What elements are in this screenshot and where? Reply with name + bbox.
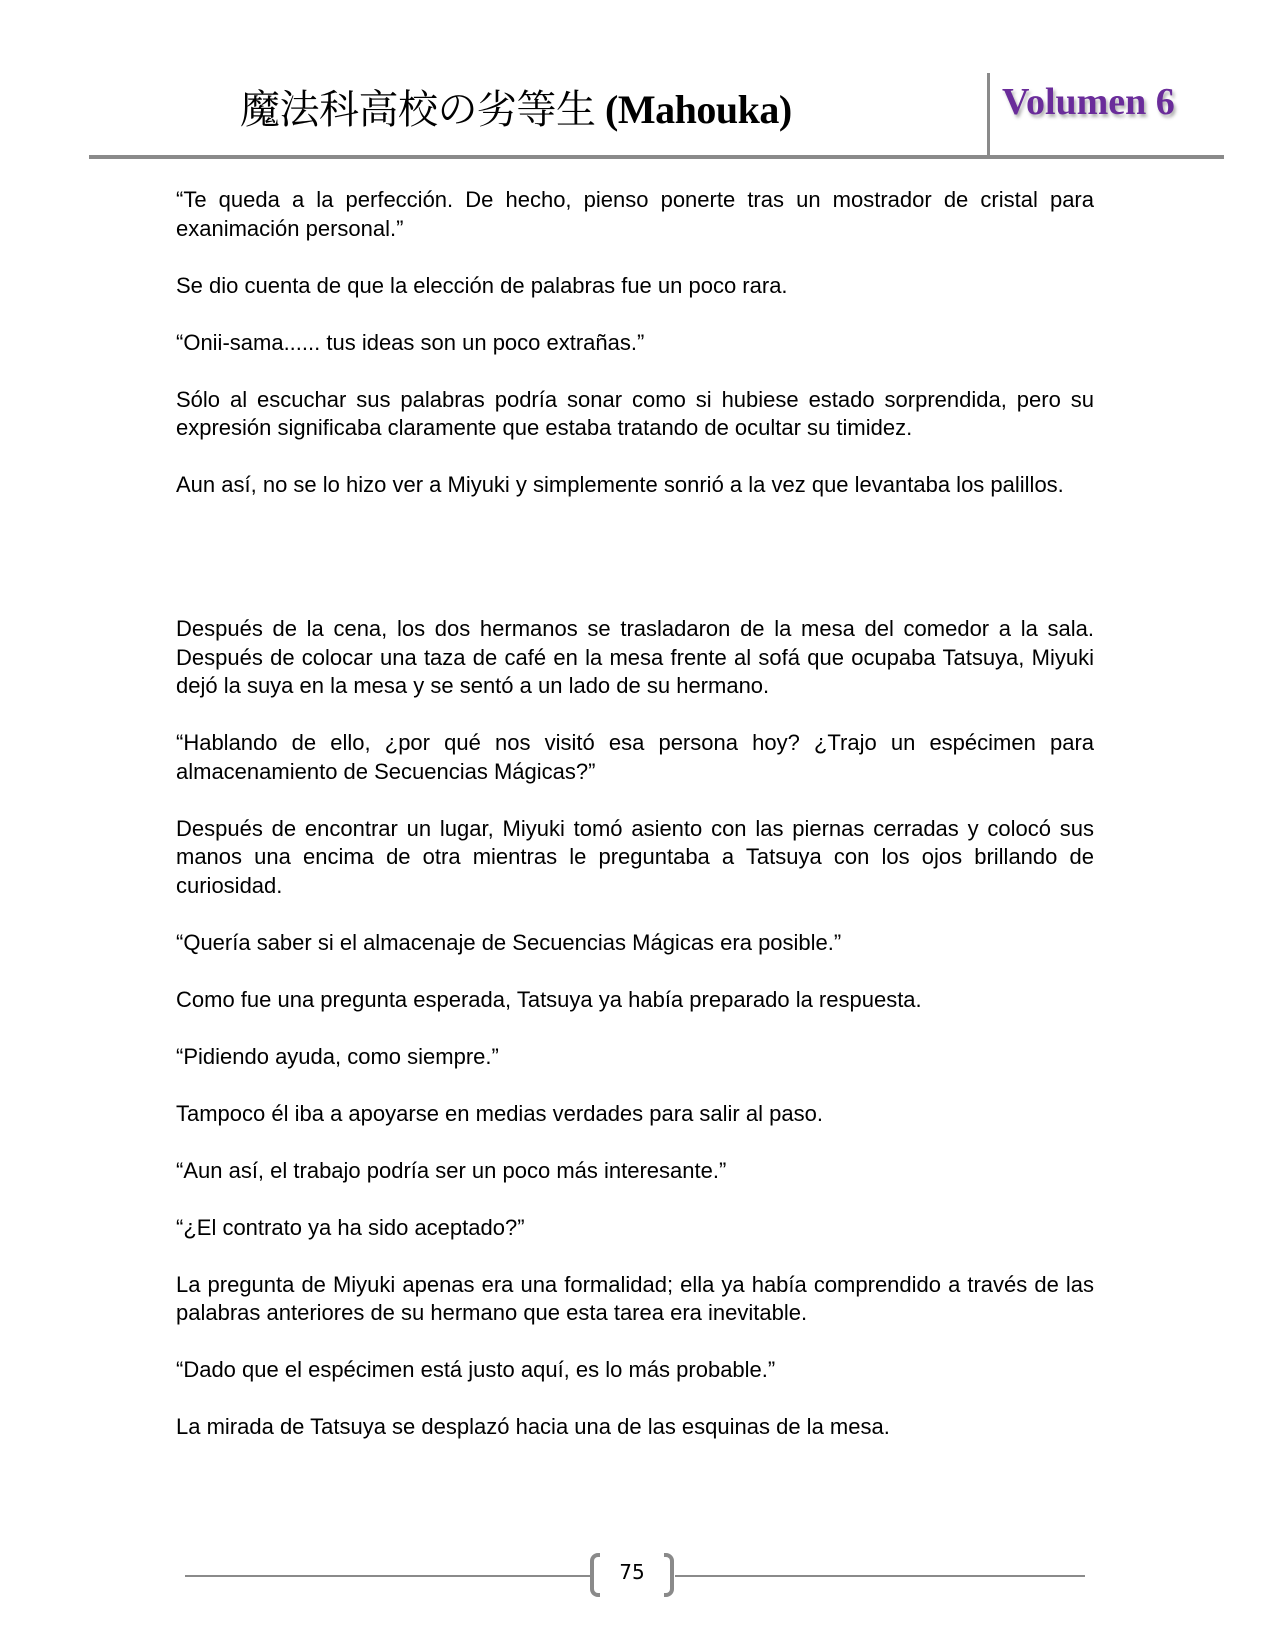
paragraph: La pregunta de Miyuki apenas era una formalidad; ella ya había comprendido a través de las palabras anteriores de su hermano que esta tarea era inevitable. [176,1271,1094,1325]
paragraph: “Pidiendo ayuda, como siempre.” [176,1043,499,1069]
paragraph: “Quería saber si el almacenaje de Secuencias Mágicas era posible.” [176,929,842,955]
section-break [176,528,1094,615]
paragraph: “Te queda a la perfección. De hecho, pienso ponerte tras un mostrador de cristal para exanimación personal.” [176,187,1094,241]
header-divider [987,73,990,158]
section-1 [176,186,1094,500]
paragraph: Tampoco él iba a apoyarse en medias verdades para salir al paso. [176,1100,823,1126]
paragraph: Sólo al escuchar sus palabras podría sonar como si hubiese estado sorprendida, pero su expresión significaba claramente que estaba tratando de ocultar su timidez. [176,386,1094,440]
paragraph: “¿El contrato ya ha sido aceptado?” [176,1214,525,1240]
left-bracket-icon [590,1553,600,1597]
paragraph: Se dio cuenta de que la elección de palabras fue un poco rara. [176,272,788,298]
paragraph: Después de encontrar un lugar, Miyuki tomó asiento con las piernas cerradas y colocó sus manos una encima de otra mientras le preguntaba a Tatsuya con los ojos brillando de curiosidad. [176,815,1094,898]
section-2 [176,615,1094,1442]
footer-rule-left [185,1575,590,1577]
paragraph: La mirada de Tatsuya se desplazó hacia una de las esquinas de la mesa. [176,1414,890,1439]
page-number: 75 [619,1560,645,1584]
paragraph: Como fue una pregunta esperada, Tatsuya ya había preparado la respuesta. [176,986,922,1012]
paragraph: Aun así, no se lo hizo ver a Miyuki y simplemente sonrió a la vez que levantaba los palillos. [176,472,1064,497]
footer-rule-right [675,1575,1085,1577]
paragraph: “Aun así, el trabajo podría ser un poco más interesante.” [176,1157,727,1183]
volume-label: Volumen 6 [1002,81,1175,123]
paragraph: “Dado que el espécimen está justo aquí, es lo más probable.” [176,1357,776,1382]
body-text [176,186,1094,1470]
page-header-title [240,78,840,135]
paragraph: “Hablando de ello, ¿por qué nos visitó esa persona hoy? ¿Trajo un espécimen para almacenamiento de Secuencias Mágicas?” [176,730,1094,784]
right-bracket-icon [664,1553,674,1597]
header-rule [89,155,1224,159]
title-latin: (Mahouka) [605,87,792,132]
paragraph: Después de la cena, los dos hermanos se trasladaron de la mesa del comedor a la sala. Después de colocar una taza de café en la mesa frente al sofá que ocupaba Tatsuya, Miyuki dejó la suya en la mesa y se sentó a un lado de su hermano. [176,616,1094,698]
paragraph: “Onii-sama...... tus ideas son un poco extrañas.” [176,329,645,355]
title-japanese: 魔法科高校の劣等生 [240,87,596,132]
